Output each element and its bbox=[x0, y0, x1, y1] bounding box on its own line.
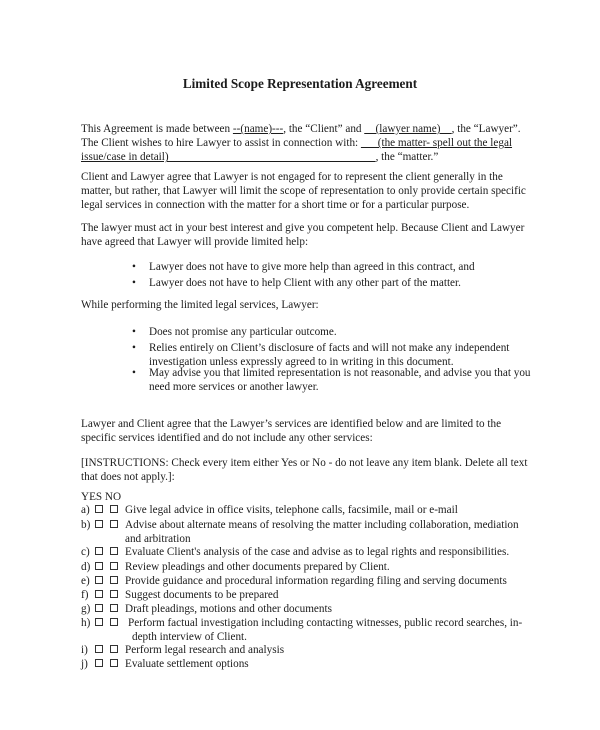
checklist-item-text: Evaluate Client's analysis of the case and advise as to legal rights and responsibilities. bbox=[125, 546, 510, 558]
yes-checkbox[interactable] bbox=[95, 604, 103, 612]
yes-checkbox[interactable] bbox=[95, 520, 103, 528]
checklist-item-letter: i) bbox=[81, 644, 88, 656]
intro-line-2: The Client wishes to hire Lawyer to assist in connection with: ___(the matter- spell out the legal bbox=[81, 137, 513, 150]
best-interest-paragraph: The lawyer must act in your best interest and give you competent help. Because Client and Lawyer have agreed that Lawyer will provide limited help: bbox=[81, 222, 525, 249]
checklist-item-letter: c) bbox=[81, 546, 90, 558]
no-checkbox[interactable] bbox=[110, 576, 118, 584]
bullet-icon: • bbox=[132, 342, 136, 354]
yes-no-header: YES NO bbox=[81, 491, 122, 503]
intro-line-1: This Agreement is made between --(name)---, the “Client” and __(lawyer name)__, the “Lawyer”. bbox=[81, 123, 521, 135]
checklist-item-letter: g) bbox=[81, 603, 91, 615]
no-checkbox[interactable] bbox=[110, 659, 118, 667]
checklist-item-letter: h) bbox=[81, 617, 91, 629]
checklist-item-text: Perform legal research and analysis bbox=[125, 644, 285, 656]
checklist-item-text: Advise about alternate means of resolving the matter including collaboration, mediation bbox=[125, 519, 519, 531]
yes-checkbox[interactable] bbox=[95, 562, 103, 570]
yes-checkbox[interactable] bbox=[95, 618, 103, 626]
client-name-blank: --(name)--- bbox=[232, 123, 284, 135]
checklist-item-letter: a) bbox=[81, 504, 90, 516]
intro-paragraph bbox=[81, 122, 541, 165]
no-checkbox[interactable] bbox=[110, 547, 118, 555]
instructions-paragraph: [INSTRUCTIONS: Check every item either Yes or No - do not leave any item blank. Delete all text that does not apply.]: bbox=[81, 457, 528, 484]
intro-line-3: issue/case in detail)_____________________________________, the “matter.” bbox=[81, 151, 439, 164]
checklist-item-text: Review pleadings and other documents prepared by Client. bbox=[125, 561, 390, 573]
no-checkbox[interactable] bbox=[110, 604, 118, 612]
lawyer-name-blank: __(lawyer name)__ bbox=[364, 123, 452, 135]
bullet-icon: • bbox=[132, 326, 136, 338]
checklist-item-text: Provide guidance and procedural information regarding filing and serving documents bbox=[125, 575, 507, 587]
no-checkbox[interactable] bbox=[110, 618, 118, 626]
yes-checkbox[interactable] bbox=[95, 659, 103, 667]
checklist-item-text: Perform factual investigation including contacting witnesses, public record searches, in- bbox=[128, 617, 523, 629]
checklist-item-letter: f) bbox=[81, 589, 89, 601]
no-checkbox[interactable] bbox=[110, 590, 118, 598]
no-checkbox[interactable] bbox=[110, 520, 118, 528]
no-checkbox[interactable] bbox=[110, 645, 118, 653]
yes-checkbox[interactable] bbox=[95, 576, 103, 584]
checklist-item-text: depth interview of Client. bbox=[132, 631, 247, 644]
no-checkbox[interactable] bbox=[110, 505, 118, 513]
checklist-item-letter: j) bbox=[81, 658, 88, 670]
document-title: Limited Scope Representation Agreement bbox=[182, 76, 418, 91]
no-checkbox[interactable] bbox=[110, 562, 118, 570]
bullet-icon: • bbox=[132, 277, 136, 289]
checklist-item-text: Draft pleadings, motions and other documents bbox=[125, 603, 332, 615]
bullet-icon: • bbox=[132, 367, 136, 379]
checklist-item-letter: d) bbox=[81, 561, 91, 573]
checklist-item-text: Suggest documents to be prepared bbox=[125, 589, 279, 601]
checklist-item-letter: b) bbox=[81, 519, 91, 531]
performing-services-paragraph: While performing the limited legal services, Lawyer: bbox=[81, 299, 319, 311]
yes-checkbox[interactable] bbox=[95, 590, 103, 598]
yes-checkbox[interactable] bbox=[95, 547, 103, 555]
matter-blank: ___(the matter- spell out the legal bbox=[360, 137, 513, 150]
checklist-item-text: Evaluate settlement options bbox=[125, 658, 249, 670]
checklist-item-letter: e) bbox=[81, 575, 90, 587]
yes-checkbox[interactable] bbox=[95, 505, 103, 513]
scope-paragraph: Client and Lawyer agree that Lawyer is not engaged for to represent the client generally in the matter, but rather, that Lawyer will limit the scope of representation to only provide certain specific legal services in connection with the matter for a short time or for a particular purpose. bbox=[81, 171, 526, 212]
services-identified-paragraph: Lawyer and Client agree that the Lawyer’s services are identified below and are limited to the specific services identified and do not include any other services: bbox=[81, 418, 502, 445]
yes-checkbox[interactable] bbox=[95, 645, 103, 653]
checklist-item-text: Give legal advice in office visits, telephone calls, facsimile, mail or e-mail bbox=[125, 504, 458, 516]
checklist-item-text: and arbitration bbox=[125, 533, 191, 546]
document-page: Limited Scope Representation Agreement This Agreement is made between --(name)---, the “Client” and __(lawyer name)__, the “Lawyer”. The Client wishes to hire Lawyer to assist in connection with: ___(the matter- spell out the legal issue/case in detail)_____________________________________, the “matter.” Client and Lawyer agree that Lawyer is not engaged for to represent the client generally in the matter, but rather, that Lawyer will limit the scope of representation to only provide certain specific legal services in connection with the matter for a short time or for a particular purpose. The lawyer must act in your best interest and give you competent help. Because Client and Lawyer have agreed that Lawyer will provide limited help: • Lawyer does not have to give more help than agreed in this contract, and • Lawyer does not have to help Client with any other part of the matter. While performing the limited legal services, Lawyer: • Does not promise any particular outcome. • Relies entirely on Client’s disclosure of facts and will not make any independent investigation unless expressly agreed to in writing in this document. • May advise you that limited representation is not reasonable, and advise you that you need more services or another lawyer. Lawyer and Client agree that the Lawyer’s services are identified below and are limited to the specific services identified and do not include any other services: [INSTRUCTIONS: Check every item either Yes or No - do not leave any item blank. Delete all text that does not apply.]: YES NO a) Give legal advice in office visits, telephone calls, facsimile, mail or e-mail b) Advise about alternate means of resolving the matter including collaboration, mediation and arbitration c) Evaluate Client's analysis of the case and advise as to legal rights and responsibilities. d) Review pleadings and other documents prepared by Client. e) Provide guidance and procedural information regarding filing and serving documents f) Suggest documents to be prepared g) Draft pleadings, motions and other documents h) Perform factual investigation including contacting witnesses, public record searches, in- depth interview of Client. i) Perform legal research and analysis j) Evaluate settlement options bbox=[0, 0, 600, 730]
bullet-icon: • bbox=[132, 261, 136, 273]
matter-blank-cont: issue/case in detail)_____________________________________ bbox=[81, 151, 376, 164]
